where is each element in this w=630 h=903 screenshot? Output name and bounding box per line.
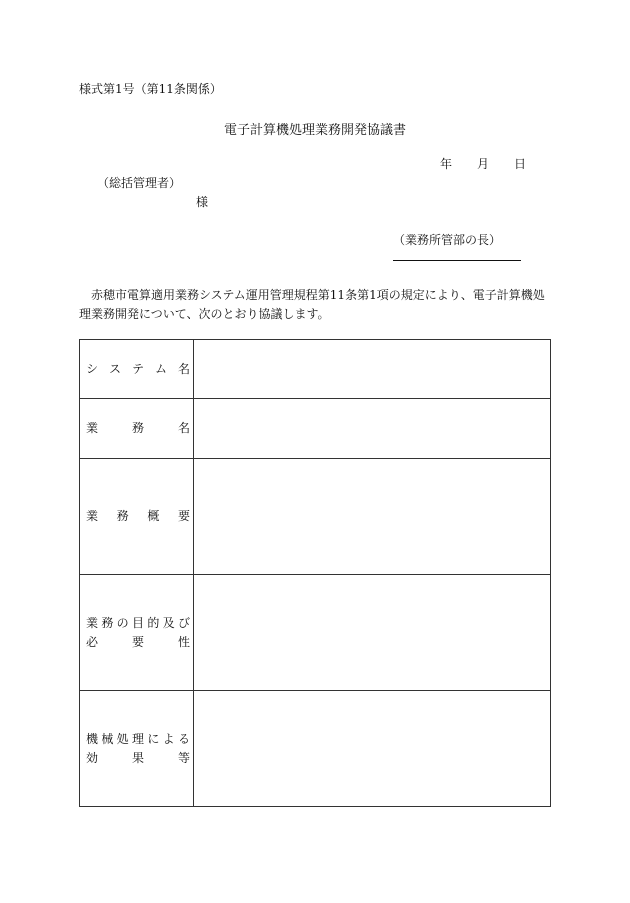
row-label-line <box>86 749 190 768</box>
row-label-char: 効 <box>86 750 99 765</box>
form-number: 様式第1号（第11条関係） <box>79 82 222 96</box>
row-label-char: 名 <box>177 361 190 376</box>
addressee-honorific: 様 <box>196 195 209 209</box>
row-value-field[interactable] <box>194 459 551 575</box>
row-label-char: 果 <box>131 750 144 765</box>
row-label-char: 的 <box>147 615 160 630</box>
row-label-char: 務 <box>101 615 114 630</box>
row-label-cell <box>80 399 194 459</box>
table-row <box>80 691 551 807</box>
row-label-char: 務 <box>131 421 144 435</box>
row-label-char: 目 <box>131 615 144 630</box>
row-label-char: び <box>177 615 190 630</box>
row-label-char: ス <box>108 361 121 376</box>
row-label-char: シ <box>86 361 99 376</box>
row-label-char: 業 <box>86 509 99 523</box>
row-label-char: 要 <box>131 634 144 649</box>
row-label-char: 機 <box>86 731 99 746</box>
body-paragraph: 赤穂市電算適用業務システム運用管理規程第11条第1項の規定により、電子計算機処理業務開発について、次のとおり協議します。 <box>79 288 545 321</box>
table-row <box>80 575 551 691</box>
table-row <box>80 340 551 399</box>
form-table <box>79 339 551 807</box>
date-line <box>440 155 526 172</box>
row-label-char: 及 <box>162 615 175 630</box>
row-value-field[interactable] <box>194 399 551 459</box>
row-value-field[interactable] <box>194 691 551 807</box>
table-row <box>80 399 551 459</box>
row-label-char: 等 <box>177 750 190 765</box>
sender-title: （業務所管部の長） <box>393 233 502 247</box>
row-label-line <box>86 614 190 633</box>
row-label-char: 性 <box>177 634 190 649</box>
row-label-char: 業 <box>86 421 99 435</box>
row-label-char: ム <box>154 361 167 376</box>
row-label-char: 処 <box>116 731 129 746</box>
row-label-char: よ <box>162 731 175 746</box>
row-label-char: 名 <box>177 421 190 435</box>
row-label-cell <box>80 691 194 807</box>
row-label-char: 必 <box>86 634 99 649</box>
row-label-cell <box>80 459 194 575</box>
table-row <box>80 459 551 575</box>
row-label-char: の <box>116 615 129 630</box>
row-label-char: に <box>147 731 160 746</box>
row-value-field[interactable] <box>194 575 551 691</box>
date-year-label: 年 <box>440 157 453 171</box>
row-label-line <box>86 360 190 379</box>
addressee-title: （総括管理者） <box>97 176 182 190</box>
row-value-field[interactable] <box>194 340 551 399</box>
row-label-char: る <box>177 731 190 746</box>
row-label-cell <box>80 340 194 399</box>
row-label-line <box>86 507 190 526</box>
date-day-label: 日 <box>514 157 527 171</box>
row-label-char: 務 <box>116 509 129 523</box>
document-title: 電子計算機処理業務開発協議書 <box>223 123 406 138</box>
date-month-label: 月 <box>477 157 490 171</box>
row-label-char: 理 <box>131 731 144 746</box>
row-label-line <box>86 730 190 749</box>
row-label-char: 業 <box>86 615 99 630</box>
sender-signature-line <box>393 260 521 261</box>
row-label-cell <box>80 575 194 691</box>
row-label-char: 要 <box>177 509 190 523</box>
row-label-char: テ <box>131 361 144 376</box>
row-label-char: 械 <box>101 731 114 746</box>
row-label-char: 概 <box>147 509 160 523</box>
row-label-line <box>86 419 190 438</box>
row-label-line <box>86 633 190 652</box>
